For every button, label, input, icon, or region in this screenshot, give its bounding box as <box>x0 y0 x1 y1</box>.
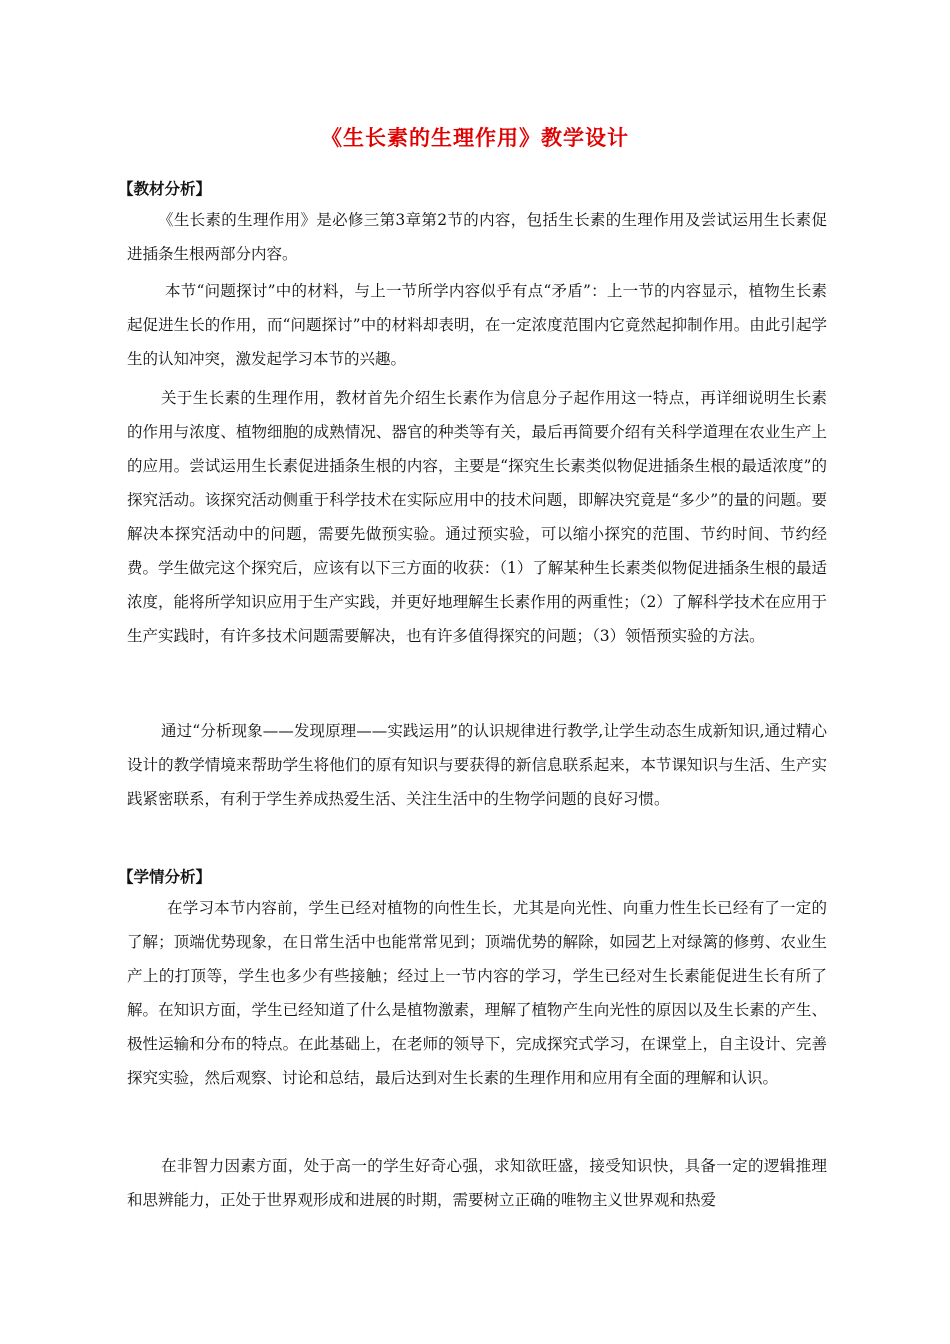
paragraph-learner-2: 在非智力因素方面，处于高一的学生好奇心强，求知欲旺盛，接受知识快，具备一定的逻辑推理和思辨能力，正处于世界观形成和进展的时期，需要树立正确的唯物主义世界观和热爱 <box>127 1157 827 1209</box>
paragraph-textbook-2: 本节“问题探讨”中的材料，与上一节所学内容似乎有点“矛盾”：上一节的内容显示，植物生长素起促进生长的作用，而“问题探讨”中的材料却表明，在一定浓度范围内它竟然起抑制作用。由此引起学生的认知冲突，激发起学习本节的兴趣。 <box>127 282 827 368</box>
paragraph-textbook-3: 关于生长素的生理作用，教材首先介绍生长素作为信息分子起作用这一特点，再详细说明生长素的作用与浓度、植物细胞的成熟情况、器官的种类等有关，最后再简要介绍有关科学道理在农业生产上的应用。尝试运用生长素促进插条生根的内容，主要是“探究生长素类似物促进插条生根的最适浓度”的探究活动。该探究活动侧重于科学技术在实际应用中的技术问题，即解决究竟是“多少”的量的问题。要解决本探究活动中的问题，需要先做预实验。通过预实验，可以缩小探究的范围、节约时间、节约经费。学生做完这个探究后，应该有以下三方面的收获：（1）了解某种生长素类似物促进插条生根的最适浓度，能将所学知识应用于生产实践，并更好地理解生长素作用的两重性；（2）了解科学技术在应用于生产实践时，有许多技术问题需要解决，也有许多值得探究的问题；（3）领悟预实验的方法。 <box>127 389 827 645</box>
paragraph-textbook-4: 通过“分析现象——发现原理——实践运用”的认识规律进行教学,让学生动态生成新知识,通过精心设计的教学情境来帮助学生将他们的原有知识与要获得的新信息联系起来，本节课知识与生活、生产实践紧密联系，有利于学生养成热爱生活、关注生活中的生物学问题的良好习惯。 <box>127 722 827 808</box>
paragraph-textbook-1: 《生长素的生理作用》是必修三第3章第2节的内容，包括生长素的生理作用及尝试运用生长素促进插条生根两部分内容。 <box>127 211 827 263</box>
paragraph-learner-1: 在学习本节内容前，学生已经对植物的向性生长，尤其是向光性、向重力性生长已经有了一定的了解；顶端优势现象，在日常生活中也能常常见到；顶端优势的解除，如园艺上对绿篱的修剪、农业生产上的打顶等，学生也多少有些接触；经过上一节内容的学习，学生已经对生长素能促进生长有所了解。在知识方面，学生已经知道了什么是植物激素，理解了植物产生向光性的原因以及生长素的产生、极性运输和分布的特点。在此基础上，在老师的领导下，完成探究式学习，在课堂上，自主设计、完善探究实验，然后观察、讨论和总结，最后达到对生长素的生理作用和应用有全面的理解和认识。 <box>127 899 827 1087</box>
document-title: 《生长素的生理作用》教学设计 <box>321 126 629 150</box>
section-heading-textbook-analysis: 【教材分析】 <box>118 180 212 198</box>
section-heading-learner-analysis: 【学情分析】 <box>118 868 212 886</box>
